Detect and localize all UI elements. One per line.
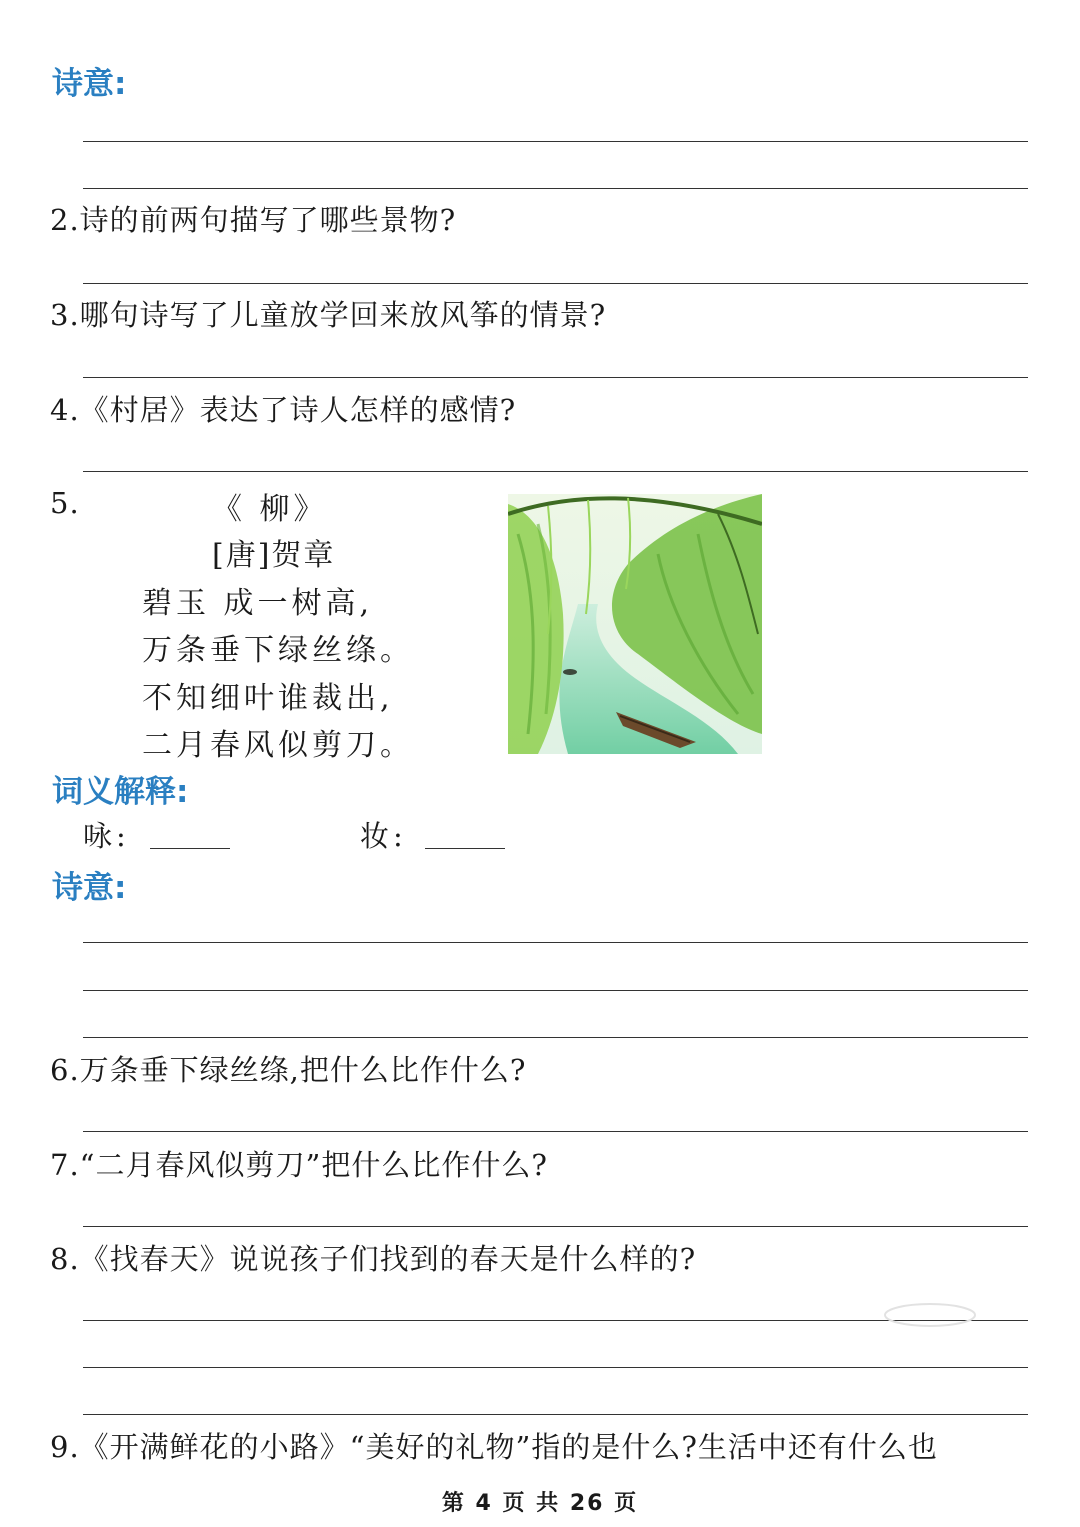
vocab-word-2: 妆:: [360, 819, 407, 853]
poem-line-2: 万条垂下绿丝绦。: [142, 633, 414, 668]
answer-line[interactable]: [83, 1414, 1028, 1415]
question-4: 4.《村居》表达了诗人怎样的感情?: [50, 393, 517, 427]
question-5-number: 5.: [50, 486, 80, 520]
answer-line[interactable]: [83, 188, 1028, 189]
vocab-heading: 词义解释:: [52, 774, 189, 810]
answer-line[interactable]: [83, 1226, 1028, 1227]
answer-line[interactable]: [83, 990, 1028, 991]
vocab-blank-1[interactable]: [150, 848, 230, 849]
question-9: 9.《开满鲜花的小路》“美好的礼物”指的是什么?生活中还有什么也: [50, 1430, 938, 1464]
meaning-heading: 诗意:: [52, 870, 127, 906]
question-7: 7.“二月春风似剪刀”把什么比作什么?: [50, 1148, 548, 1182]
answer-line[interactable]: [83, 471, 1028, 472]
willow-river-illustration: [508, 494, 762, 754]
poem-title: 《 柳》: [212, 492, 328, 527]
question-8: 8.《找春天》说说孩子们找到的春天是什么样的?: [50, 1242, 697, 1276]
page-footer: 第 4 页 共 26 页: [441, 1491, 639, 1516]
poem-line-4: 二月春风似剪刀。: [142, 728, 414, 763]
poem-line-3: 不知细叶谁裁出,: [142, 681, 394, 716]
answer-line[interactable]: [83, 141, 1028, 142]
meaning-heading-top: 诗意:: [52, 66, 127, 102]
watermark-mark: [880, 1300, 980, 1330]
poem-author: [唐]贺章: [212, 538, 336, 573]
question-2: 2.诗的前两句描写了哪些景物?: [50, 203, 457, 237]
question-3: 3.哪句诗写了儿童放学回来放风筝的情景?: [50, 298, 607, 332]
answer-line[interactable]: [83, 1367, 1028, 1368]
answer-line[interactable]: [83, 1037, 1028, 1038]
poem-line-1: 碧玉 成一树高,: [142, 586, 374, 621]
answer-line[interactable]: [83, 377, 1028, 378]
watermark-icon: [880, 1300, 980, 1330]
vocab-word-1: 咏:: [83, 819, 130, 853]
answer-line[interactable]: [83, 1131, 1028, 1132]
answer-line[interactable]: [83, 283, 1028, 284]
answer-line[interactable]: [83, 942, 1028, 943]
question-6: 6.万条垂下绿丝绦,把什么比作什么?: [50, 1053, 527, 1087]
vocab-blank-2[interactable]: [425, 848, 505, 849]
